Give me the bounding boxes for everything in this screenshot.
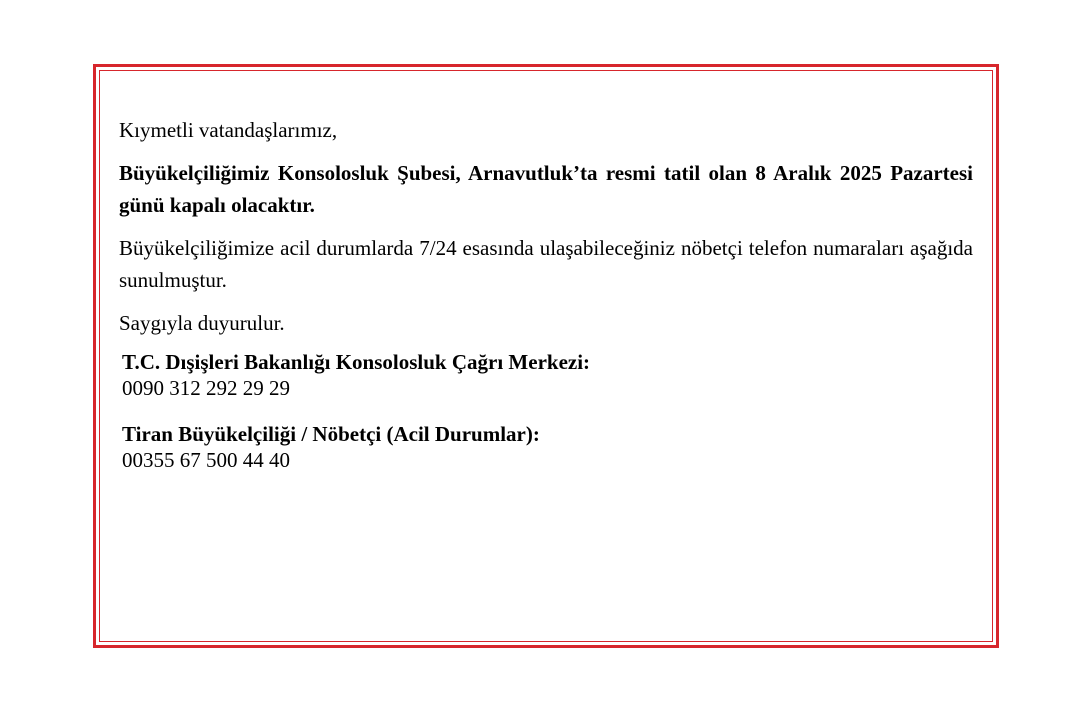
announcement-body bbox=[119, 114, 973, 473]
greeting: Kıymetli vatandaşlarımız, bbox=[119, 118, 338, 142]
contact-label: Tiran Büyükelçiliği / Nöbetçi (Acil Durumlar): bbox=[122, 422, 540, 446]
contact-phone: 0090 312 292 29 29 bbox=[122, 376, 290, 400]
emergency-info: Büyükelçiliğimize acil durumlarda 7/24 esasında ulaşabileceğiniz nöbetçi telefon numaraları aşağıda sunulmuştur. bbox=[119, 236, 973, 292]
contact-embassy-duty bbox=[119, 421, 973, 473]
contact-label: T.C. Dışişleri Bakanlığı Konsolosluk Çağrı Merkezi: bbox=[122, 350, 591, 374]
contact-call-center bbox=[119, 349, 973, 401]
closing-line: Saygıyla duyurulur. bbox=[119, 311, 285, 335]
closure-notice: Büyükelçiliğimiz Konsolosluk Şubesi, Arnavutluk’ta resmi tatil olan 8 Aralık 2025 Pazartesi günü kapalı olacaktır. bbox=[119, 161, 973, 217]
contact-phone: 00355 67 500 44 40 bbox=[122, 448, 290, 472]
